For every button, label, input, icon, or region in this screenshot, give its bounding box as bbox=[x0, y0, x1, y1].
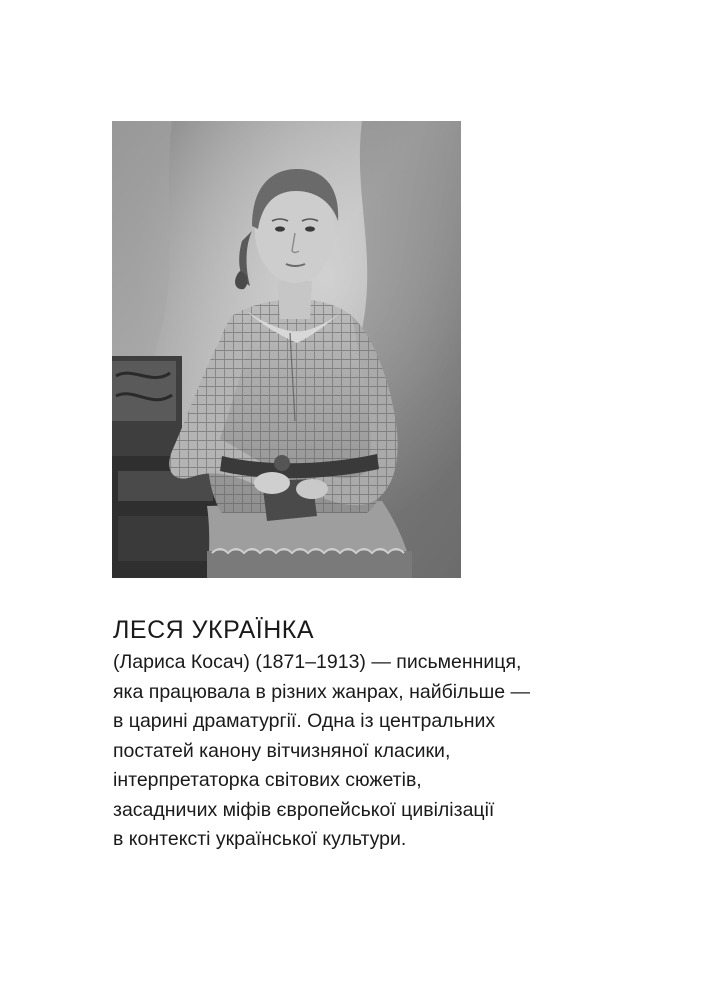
biography-line: в контексті української культури. bbox=[113, 828, 407, 850]
biography-line: інтерпретаторка світових сюжетів, bbox=[113, 769, 422, 791]
biography-line: (Лариса Косач) (1871–1913) — письменниця, bbox=[113, 651, 522, 673]
biography-line: засадничих міфів європейської цивілізації bbox=[113, 798, 495, 821]
portrait-photo bbox=[112, 121, 461, 578]
biography-line: в царині драматургії. Одна із центральних bbox=[113, 710, 496, 732]
biography bbox=[113, 648, 633, 855]
caption bbox=[113, 614, 633, 855]
person-name: ЛЕСЯ УКРАЇНКА bbox=[113, 616, 314, 644]
biography-line: постатей канону вітчизняної класики, bbox=[113, 739, 451, 762]
biography-line: яка працювала в різних жанрах, найбільше — bbox=[113, 680, 531, 703]
